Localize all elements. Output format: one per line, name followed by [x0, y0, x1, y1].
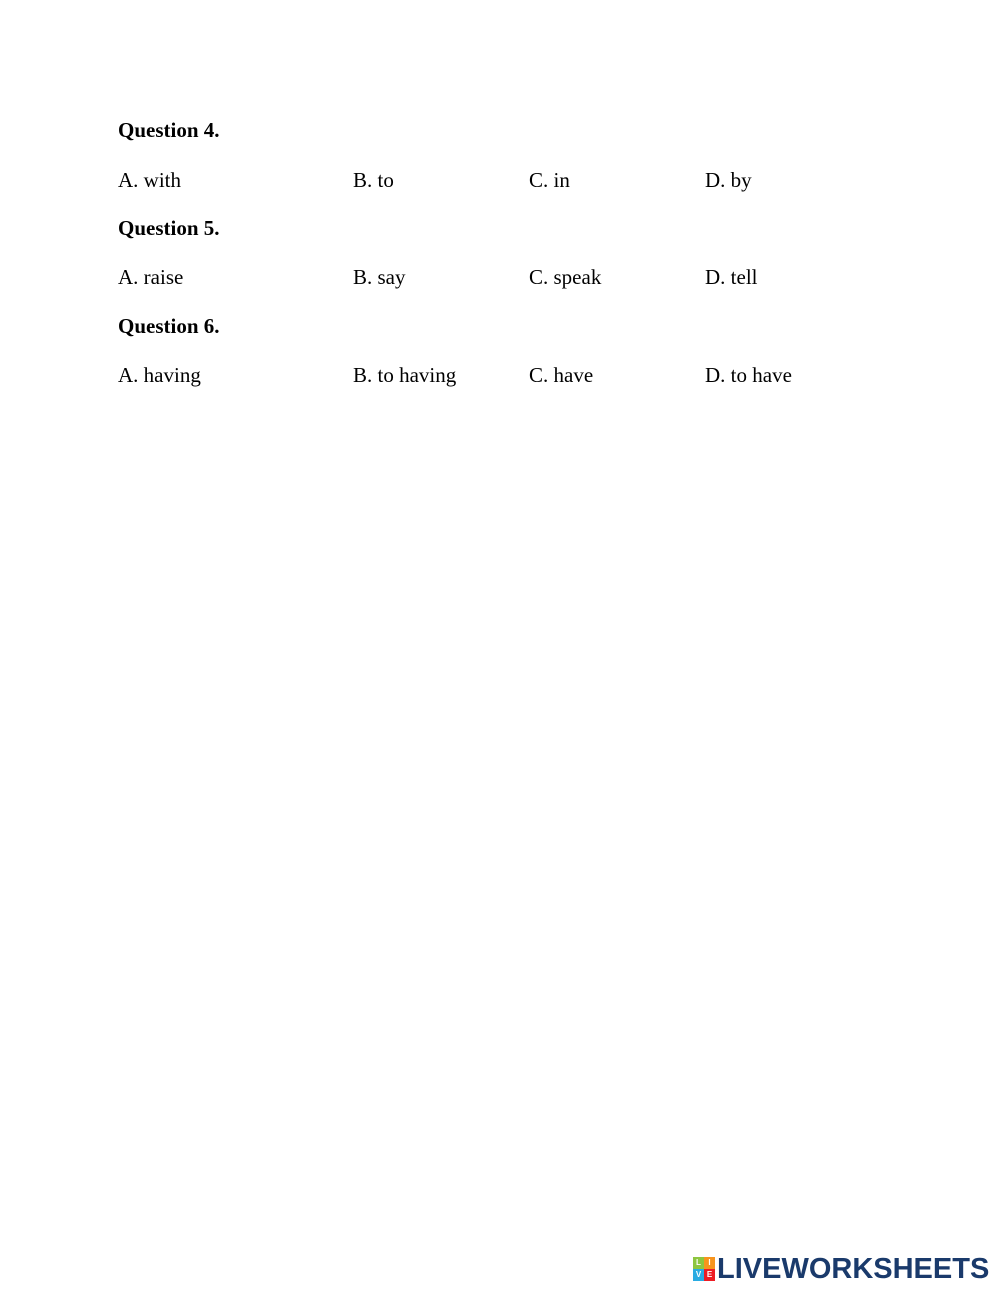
question-6-option-a[interactable]: A. having [118, 363, 201, 387]
question-5-option-c[interactable]: C. speak [529, 265, 602, 289]
question-4-option-a[interactable]: A. with [118, 168, 181, 192]
liveworksheets-wordmark: LIVEWORKSHEETS [717, 1253, 990, 1285]
question-4-option-c[interactable]: C. in [529, 168, 570, 192]
question-6-option-b[interactable]: B. to having [353, 363, 457, 387]
question-6-option-c[interactable]: C. have [529, 363, 594, 387]
question-4-option-b[interactable]: B. to [353, 168, 394, 192]
question-5-option-d[interactable]: D. tell [705, 265, 758, 289]
logo-letter-l: L [693, 1257, 704, 1269]
question-4-title: Question 4. [118, 118, 220, 142]
question-4-option-d[interactable]: D. by [705, 168, 752, 192]
question-5-option-a[interactable]: A. raise [118, 265, 184, 289]
question-6-option-d[interactable]: D. to have [705, 363, 792, 387]
logo-letter-v: V [693, 1269, 704, 1281]
liveworksheets-logo-icon [693, 1257, 715, 1281]
question-5-title: Question 5. [118, 216, 220, 240]
question-5-option-b[interactable]: B. say [353, 265, 406, 289]
question-6-title: Question 6. [118, 314, 220, 338]
logo-letter-e: E [704, 1269, 715, 1281]
liveworksheets-logo [693, 1254, 989, 1284]
logo-letter-i: I [704, 1257, 715, 1269]
